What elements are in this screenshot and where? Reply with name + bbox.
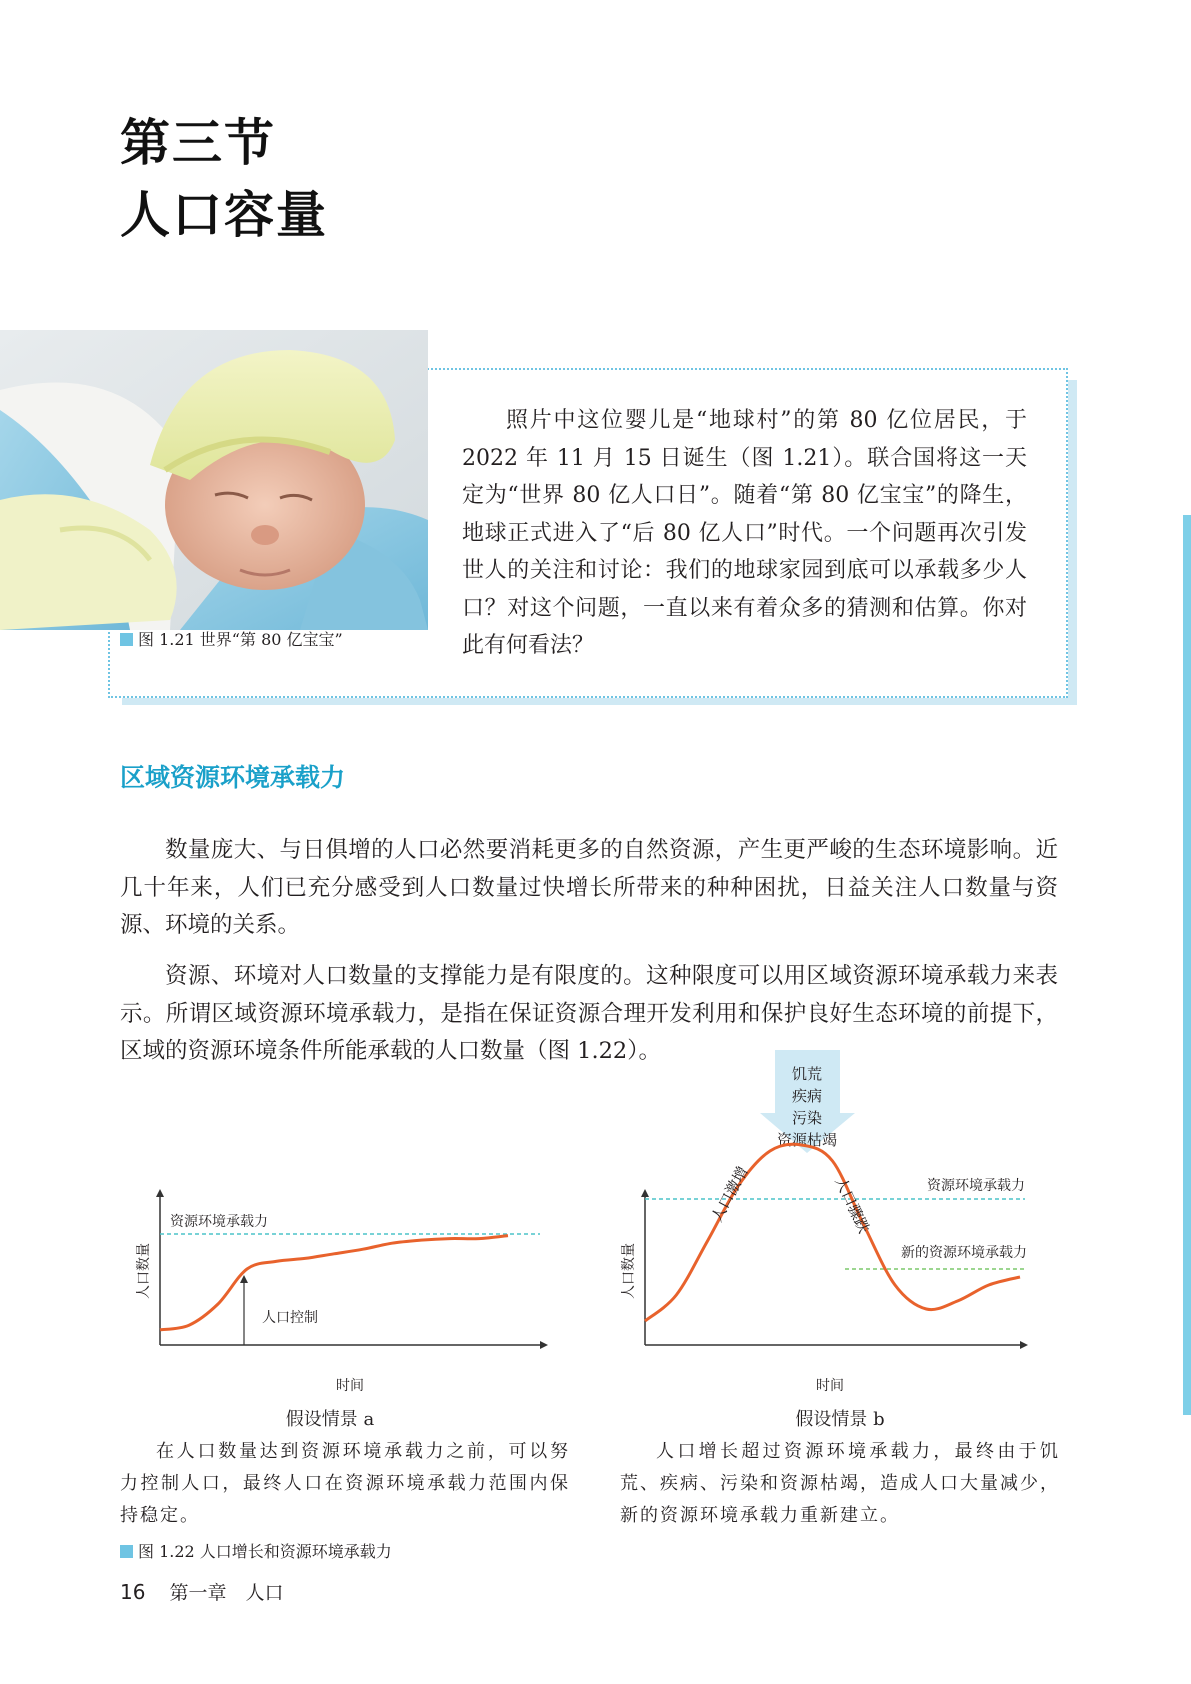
section-title: 人口容量 [120,186,328,244]
y-axis-label: 人口数量 [136,1243,152,1299]
scenario-a-title: 假设情景 a [285,1409,375,1430]
chapter-name: 第一章 人口 [169,1582,284,1604]
x-axis-label: 时间 [336,1378,364,1394]
scenario-b-desc: 人口增长超过资源环境承载力，最终由于饥荒、疾病、污染和资源枯竭，造成人口大量减少，新的资源环境承载力重新建立。 [620,1441,1060,1526]
x-axis-arrow [540,1341,548,1349]
chapter-side-tab [1183,515,1191,1415]
chart-scenario-b [615,1045,1045,1400]
factor-resource-depletion: 资源枯竭 [776,1131,838,1149]
surge-label: 人口激增 [707,1163,752,1225]
page-number: 16 [120,1580,146,1604]
factor-pollution: 污染 [791,1109,823,1127]
page-footer [120,1578,283,1605]
caption-marker [120,633,133,646]
new-capacity-label: 新的资源环境承载力 [901,1245,1027,1261]
section-number: 第三节 [120,114,276,172]
y-axis-label: 人口数量 [621,1243,637,1299]
caption-marker [120,1545,133,1558]
factor-famine: 饥荒 [791,1065,823,1083]
figure-caption: 图 1.22 人口增长和资源环境承载力 [120,1542,392,1562]
body-paragraph-1: 数量庞大、与日俱增的人口必然要消耗更多的自然资源，产生更严峻的生态环境影响。近几十年来，人们已充分感受到人口数量过快增长所带来的种种困扰，日益关注人口数量与资源、环境的关系。 [120,837,1058,938]
intro-text: 照片中这位婴儿是“地球村”的第 80 亿位居民，于 2022 年 11 月 15 日诞生（图 1.21）。联合国将这一天定为“世界 80 亿人口日”。随着“第 80 亿宝宝”的降生，地球正式进入了“后 80 亿人口”时代。一个问题再次引发世人的关注和讨论：我们的地球家园到底可以承载多少人口？对这个问题，一直以来有着众多的猜测和估算。你对此有何看法？ [462,408,1027,658]
population-curve [645,1144,1020,1321]
chart-scenario-a [130,1185,570,1400]
photo-caption: 图 1.21 世界“第 80 亿宝宝” [120,630,343,650]
x-axis-label: 时间 [816,1378,844,1394]
scenario-a-desc: 在人口数量达到资源环境承载力之前，可以努力控制人口，最终人口在资源环境承载力范围内保持稳定。 [120,1441,570,1526]
baby-photo [0,330,428,630]
y-axis-arrow [156,1189,164,1197]
section-heading: 区域资源环境承载力 [120,763,346,792]
control-label: 人口控制 [262,1310,318,1326]
population-curve [160,1236,508,1330]
plunge-label: 人口骤跌 [831,1174,874,1237]
capacity-label: 资源环境承载力 [170,1214,268,1231]
body-paragraph-2: 资源、环境对人口数量的支撑能力是有限度的。这种限度可以用区域资源环境承载力来表示。所谓区域资源环境承载力，是指在保证资源合理开发利用和保护良好生态环境的前提下，区域的资源环境条件所能承载的人口数量（图 1.22）。 [120,963,1058,1064]
factor-disease: 疾病 [791,1087,823,1105]
capacity-label: 资源环境承载力 [927,1178,1025,1194]
x-axis-arrow [1020,1341,1028,1349]
scenario-b-title: 假设情景 b [795,1409,885,1430]
y-axis-arrow [641,1189,649,1197]
